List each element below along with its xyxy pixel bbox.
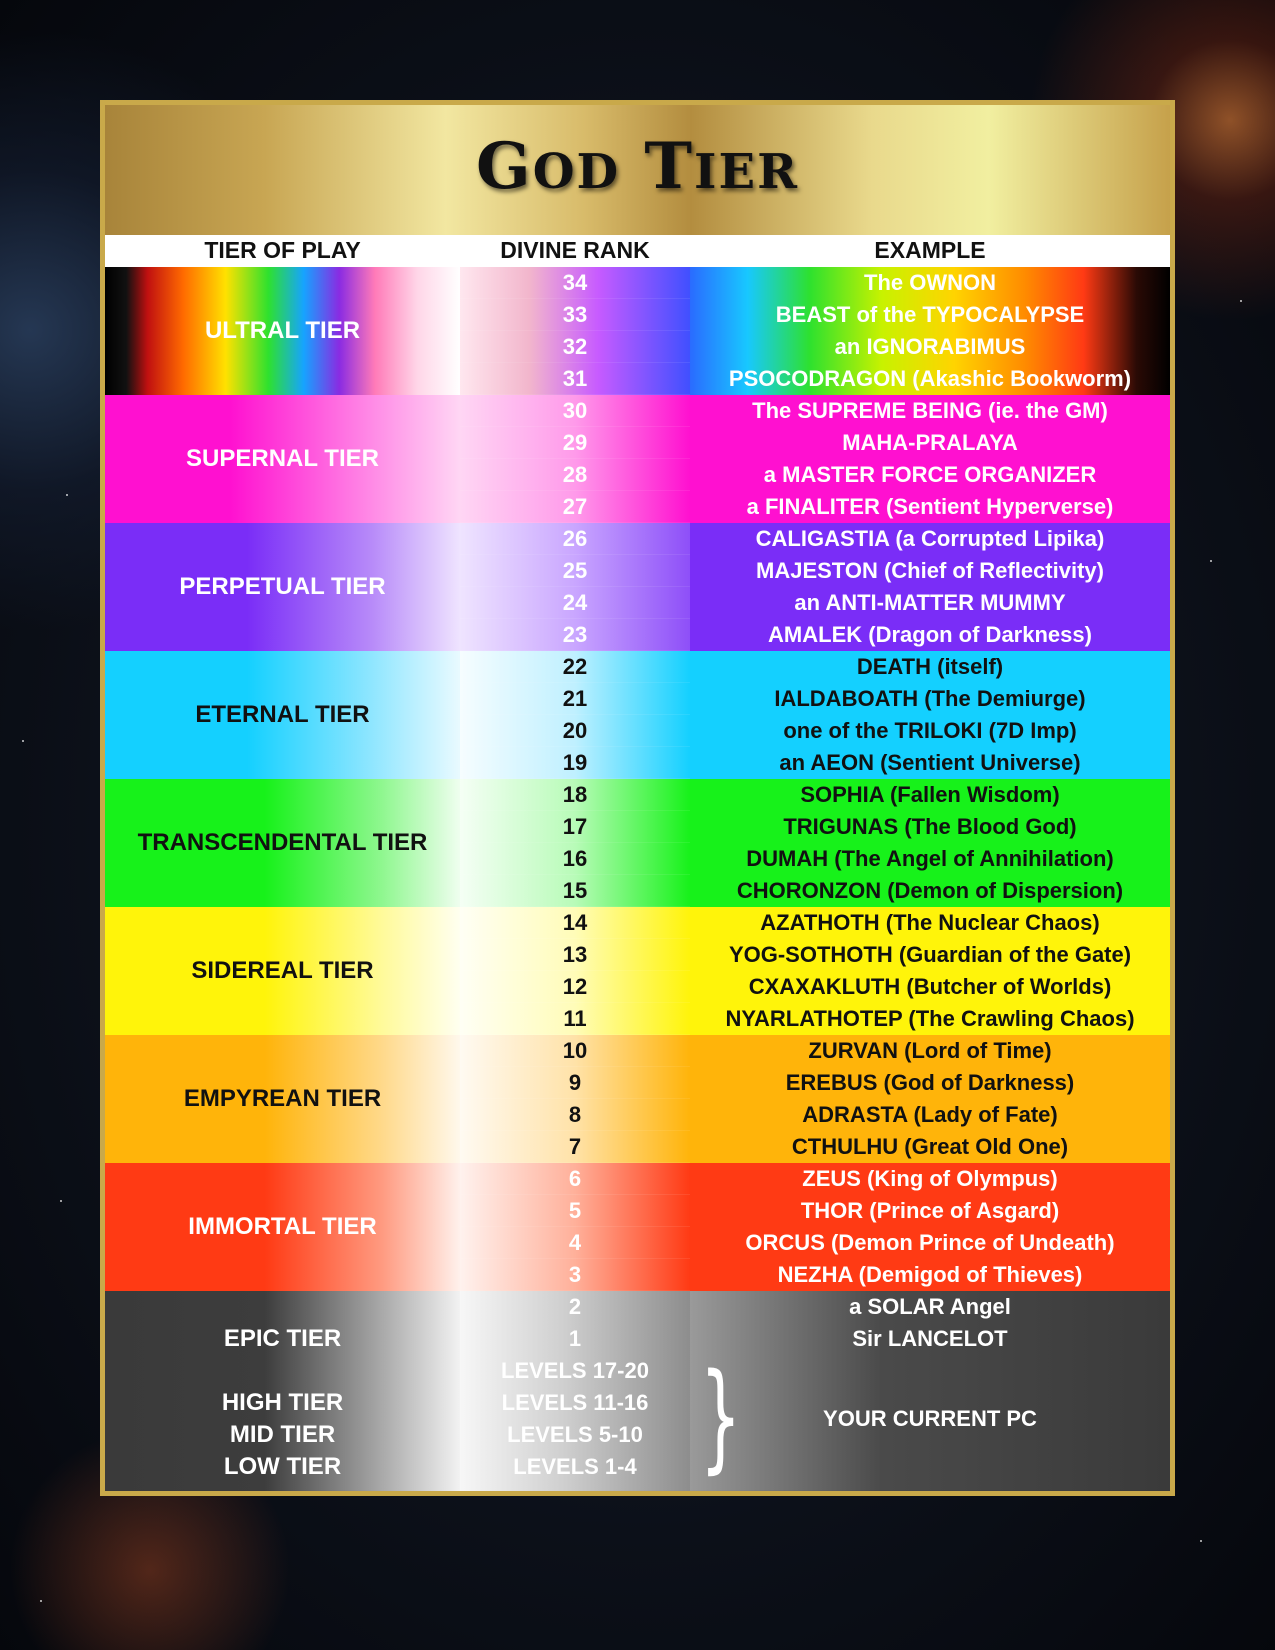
- rank-cell: 33: [460, 299, 690, 331]
- rank-cell: 20: [460, 715, 690, 747]
- tier-group-eternal: [105, 651, 1170, 779]
- star: [1210, 560, 1212, 562]
- example-cell: ADRASTA (Lady of Fate): [802, 1102, 1058, 1127]
- rank-cell: 11: [460, 1003, 690, 1035]
- rank-cell: 22: [460, 651, 690, 683]
- tier-name: SUPERNAL TIER: [105, 395, 460, 523]
- example-cell: MAJESTON (Chief of Reflectivity): [756, 558, 1104, 583]
- example-cell: AMALEK (Dragon of Darkness): [768, 622, 1092, 647]
- example-cell: NYARLATHOTEP (The Crawling Chaos): [725, 1006, 1135, 1031]
- example-cell: a MASTER FORCE ORGANIZER: [763, 462, 1097, 487]
- example-cell: TRIGUNAS (The Blood God): [783, 814, 1077, 839]
- star: [40, 1600, 42, 1602]
- tier-group-perpetual: [105, 523, 1170, 651]
- example-cell: CALIGASTIA (a Corrupted Lipika): [755, 526, 1105, 551]
- example-cell: DEATH (itself): [856, 654, 1004, 679]
- example-cell: CHORONZON (Demon of Dispersion): [736, 878, 1124, 903]
- tier-name-high: HIGH TIER: [221, 1389, 344, 1416]
- rank-cell: 34: [460, 267, 690, 299]
- rank-cell: 3: [460, 1259, 690, 1291]
- example-cell: THOR (Prince of Asgard): [800, 1198, 1060, 1223]
- current-pc-label: YOUR CURRENT PC: [823, 1406, 1037, 1431]
- rank-cell: 24: [460, 587, 690, 619]
- rank-cell: 17: [460, 811, 690, 843]
- example-cell: ORCUS (Demon Prince of Undeath): [745, 1230, 1115, 1255]
- example-cell: an IGNORABIMUS: [834, 334, 1026, 359]
- rank-cell: 12: [460, 971, 690, 1003]
- rank-cell: 26: [460, 523, 690, 555]
- example-cell: NEZHA (Demigod of Thieves): [777, 1262, 1083, 1287]
- example-cell: BEAST of the TYPOCALYPSE: [775, 302, 1085, 327]
- rank-cell: 29: [460, 427, 690, 459]
- rank-cell: 19: [460, 747, 690, 779]
- star: [1240, 300, 1242, 302]
- rank-cell: 2: [568, 1294, 582, 1319]
- example-cell: YOG-SOTHOTH (Guardian of the Gate): [728, 942, 1132, 967]
- star: [1200, 1540, 1202, 1542]
- example-cell: ZURVAN (Lord of Time): [808, 1038, 1052, 1063]
- tier-group-ultral: [105, 267, 1170, 395]
- star: [22, 740, 24, 742]
- example-cell: one of the TRILOKI (7D Imp): [783, 718, 1077, 743]
- tier-name: TRANSCENDENTAL TIER: [105, 779, 460, 907]
- rank-cell: 9: [460, 1067, 690, 1099]
- example-cell: a FINALITER (Sentient Hyperverse): [746, 494, 1114, 519]
- example-cell: CTHULHU (Great Old One): [791, 1134, 1069, 1159]
- rank-cell: 10: [460, 1035, 690, 1067]
- header-divine-rank: DIVINE RANK: [500, 237, 650, 263]
- rank-cell: 5: [460, 1195, 690, 1227]
- tier-group-supernal: [105, 395, 1170, 523]
- page-title: GOD TIER: [476, 129, 799, 204]
- tier-group-sidereal: [105, 907, 1170, 1035]
- star: [66, 494, 68, 496]
- god-tier-card: [100, 100, 1175, 1496]
- star: [60, 1200, 62, 1202]
- rank-cell: 21: [460, 683, 690, 715]
- header-example: EXAMPLE: [874, 237, 986, 263]
- tier-name: EPIC TIER: [223, 1325, 342, 1352]
- level-range: LEVELS 5-10: [507, 1422, 643, 1447]
- rank-cell: 15: [460, 875, 690, 907]
- level-range: LEVELS 17-20: [501, 1358, 649, 1383]
- rank-cell: 32: [460, 331, 690, 363]
- rank-cell: 8: [460, 1099, 690, 1131]
- rank-cell: 13: [460, 939, 690, 971]
- rank-cell: 1: [568, 1326, 582, 1351]
- rank-cell: 4: [460, 1227, 690, 1259]
- example-cell: DUMAH (The Angel of Annihilation): [746, 846, 1114, 871]
- example-cell: The SUPREME BEING (ie. the GM): [752, 398, 1108, 423]
- curly-brace-icon: }: [700, 1347, 742, 1485]
- rank-cell: 28: [460, 459, 690, 491]
- rank-cell: 16: [460, 843, 690, 875]
- rank-cell: 7: [460, 1131, 690, 1163]
- tier-name: SIDEREAL TIER: [105, 907, 460, 1035]
- tier-group-epic: [105, 1291, 1170, 1491]
- tier-group-empyrean: [105, 1035, 1170, 1163]
- example-cell: IALDABOATH (The Demiurge): [774, 686, 1086, 711]
- example-cell: a SOLAR Angel: [849, 1294, 1011, 1319]
- tier-name: PERPETUAL TIER: [105, 523, 460, 651]
- table-header: [105, 235, 1170, 267]
- example-cell: MAHA-PRALAYA: [842, 430, 1018, 455]
- tier-name-low: LOW TIER: [223, 1453, 342, 1480]
- tier-name: ETERNAL TIER: [105, 651, 460, 779]
- rank-cell: 30: [460, 395, 690, 427]
- example-cell: Sir LANCELOT: [852, 1326, 1008, 1351]
- example-cell: EREBUS (God of Darkness): [785, 1070, 1075, 1095]
- example-cell: an ANTI-MATTER MUMMY: [794, 590, 1066, 615]
- example-cell: AZATHOTH (The Nuclear Chaos): [760, 910, 1100, 935]
- example-cell: The OWNON: [864, 270, 996, 295]
- tier-name: EMPYREAN TIER: [105, 1035, 460, 1163]
- header-tier-of-play: TIER OF PLAY: [204, 237, 361, 263]
- level-range: LEVELS 11-16: [501, 1390, 649, 1415]
- rank-cell: 31: [460, 363, 690, 395]
- example-cell: an AEON (Sentient Universe): [779, 750, 1081, 775]
- rank-cell: 25: [460, 555, 690, 587]
- rank-cell: 18: [460, 779, 690, 811]
- tier-name: IMMORTAL TIER: [105, 1163, 460, 1291]
- tier-name: ULTRAL TIER: [105, 267, 460, 395]
- example-cell: CXAXAKLUTH (Butcher of Worlds): [748, 974, 1112, 999]
- tier-name-mid: MID TIER: [229, 1421, 336, 1448]
- title-bar: [105, 105, 1170, 235]
- tier-group-transcendental: [105, 779, 1170, 907]
- tier-group-immortal: [105, 1163, 1170, 1291]
- level-range: LEVELS 1-4: [513, 1454, 637, 1479]
- example-cell: ZEUS (King of Olympus): [802, 1166, 1058, 1191]
- rank-cell: 23: [460, 619, 690, 651]
- rank-cell: 14: [460, 907, 690, 939]
- example-cell: PSOCODRAGON (Akashic Bookworm): [728, 366, 1132, 391]
- rank-cell: 6: [460, 1163, 690, 1195]
- example-cell: SOPHIA (Fallen Wisdom): [800, 782, 1060, 807]
- rank-cell: 27: [460, 491, 690, 523]
